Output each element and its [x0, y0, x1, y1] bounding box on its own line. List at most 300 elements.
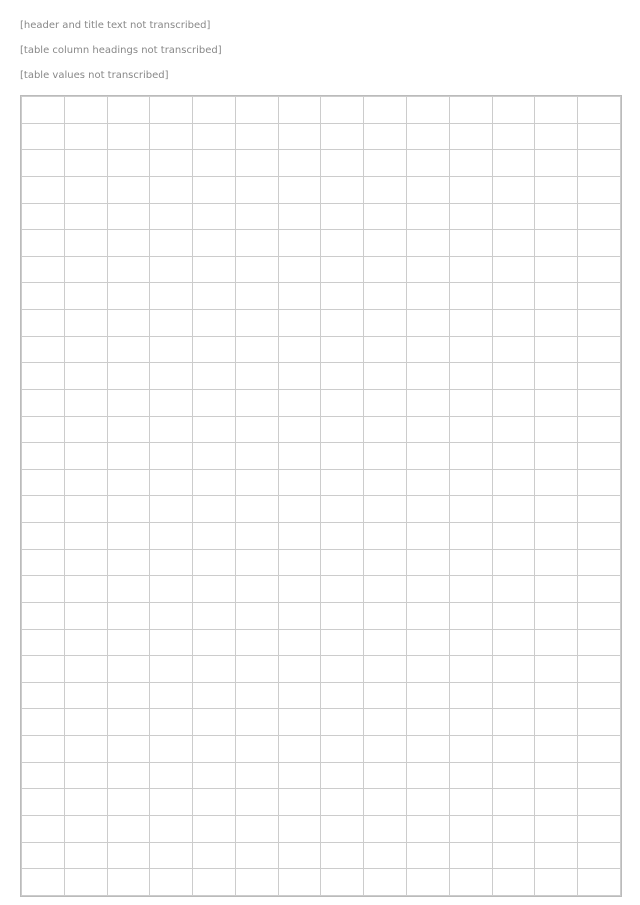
table-cell	[278, 283, 321, 310]
table-cell	[535, 97, 578, 124]
table-cell	[64, 629, 107, 656]
table-cell	[107, 363, 150, 390]
table-cell	[107, 762, 150, 789]
table-cell	[22, 283, 65, 310]
table-cell	[492, 230, 535, 257]
table-cell	[449, 682, 492, 709]
table-cell	[22, 469, 65, 496]
table-cell	[107, 523, 150, 550]
table-cell	[235, 363, 278, 390]
table-cell	[492, 789, 535, 816]
table-cell	[278, 709, 321, 736]
table-cell	[364, 869, 407, 896]
table-cell	[407, 176, 450, 203]
table-cell	[321, 176, 364, 203]
table-cell	[407, 256, 450, 283]
table-cell	[107, 602, 150, 629]
table-cell	[364, 97, 407, 124]
table-cell	[449, 523, 492, 550]
table-cell	[107, 256, 150, 283]
table-cell	[492, 310, 535, 337]
table-cell	[22, 150, 65, 177]
table-cell	[407, 203, 450, 230]
table-cell	[278, 256, 321, 283]
table-cell	[364, 762, 407, 789]
table-cell	[578, 656, 621, 683]
table-cell	[150, 869, 193, 896]
table-cell	[321, 602, 364, 629]
table-cell	[535, 150, 578, 177]
table-cell	[578, 789, 621, 816]
table-cell	[278, 762, 321, 789]
table-cell	[150, 629, 193, 656]
table-cell	[64, 469, 107, 496]
table-cell	[193, 416, 236, 443]
table-cell	[535, 523, 578, 550]
table-cell	[449, 123, 492, 150]
table-cell	[578, 283, 621, 310]
table-cell	[64, 363, 107, 390]
table-cell	[107, 789, 150, 816]
table-cell	[235, 389, 278, 416]
table-cell	[150, 469, 193, 496]
table-cell	[278, 469, 321, 496]
table-cell	[492, 363, 535, 390]
table-cell	[64, 496, 107, 523]
table-cell	[321, 336, 364, 363]
table-cell	[407, 762, 450, 789]
table-cell	[364, 576, 407, 603]
header-stand-in: [header and title text not transcribed]	[20, 20, 211, 31]
table-cell	[578, 389, 621, 416]
table-cell	[64, 150, 107, 177]
table-cell	[193, 469, 236, 496]
table-cell	[235, 230, 278, 257]
table-cell	[150, 789, 193, 816]
table-cell	[64, 549, 107, 576]
table-cell	[22, 496, 65, 523]
table-cell	[492, 656, 535, 683]
table-cell	[321, 815, 364, 842]
table-cell	[492, 709, 535, 736]
table-cell	[235, 656, 278, 683]
table-cell	[193, 389, 236, 416]
table-cell	[321, 682, 364, 709]
table-cell	[193, 123, 236, 150]
table-cell	[449, 97, 492, 124]
table-cell	[407, 549, 450, 576]
table-cell	[578, 523, 621, 550]
table-cell	[535, 629, 578, 656]
table-cell	[321, 123, 364, 150]
table-cell	[22, 363, 65, 390]
table-cell	[449, 203, 492, 230]
table-cell	[235, 789, 278, 816]
table-cell	[235, 815, 278, 842]
table-cell	[449, 815, 492, 842]
table-cell	[321, 709, 364, 736]
table-cell	[150, 736, 193, 763]
table-cell	[64, 869, 107, 896]
table-cell	[492, 842, 535, 869]
table-cell	[22, 736, 65, 763]
table-cell	[492, 523, 535, 550]
table-cell	[492, 682, 535, 709]
table-cell	[407, 389, 450, 416]
table-cell	[278, 496, 321, 523]
table-cell	[150, 842, 193, 869]
table-cell	[107, 176, 150, 203]
table-cell	[278, 549, 321, 576]
table-cell	[407, 469, 450, 496]
table-row	[22, 469, 621, 496]
table-cell	[578, 97, 621, 124]
table-cell	[107, 443, 150, 470]
table-row	[22, 150, 621, 177]
table-cell	[321, 443, 364, 470]
table-cell	[492, 283, 535, 310]
table-cell	[107, 869, 150, 896]
table-cell	[235, 336, 278, 363]
table-cell	[278, 576, 321, 603]
table-cell	[535, 176, 578, 203]
table-cell	[407, 336, 450, 363]
table-cell	[578, 762, 621, 789]
table-cell	[278, 842, 321, 869]
table-row	[22, 230, 621, 257]
table-cell	[407, 602, 450, 629]
table-cell	[193, 363, 236, 390]
table-cell	[364, 496, 407, 523]
table-cell	[150, 762, 193, 789]
table-cell	[107, 150, 150, 177]
table-cell	[235, 469, 278, 496]
table-cell	[578, 203, 621, 230]
table-cell	[193, 842, 236, 869]
table-row	[22, 443, 621, 470]
table-cell	[64, 203, 107, 230]
table-cell	[321, 283, 364, 310]
table-cell	[364, 523, 407, 550]
table-cell	[235, 736, 278, 763]
table-cell	[22, 656, 65, 683]
table-cell	[150, 203, 193, 230]
table-cell	[150, 602, 193, 629]
table-cell	[364, 230, 407, 257]
table-cell	[364, 629, 407, 656]
table-cell	[492, 176, 535, 203]
table-cell	[364, 389, 407, 416]
table-cell	[235, 869, 278, 896]
table-row	[22, 363, 621, 390]
table-cell	[278, 682, 321, 709]
table-cell	[535, 602, 578, 629]
table-cell	[193, 523, 236, 550]
table-row	[22, 869, 621, 896]
table-cell	[193, 736, 236, 763]
table-cell	[535, 203, 578, 230]
table-cell	[364, 682, 407, 709]
table-cell	[578, 123, 621, 150]
table-cell	[407, 230, 450, 257]
table-cell	[578, 310, 621, 337]
table-cell	[364, 709, 407, 736]
table-cell	[235, 97, 278, 124]
table-cell	[22, 762, 65, 789]
table-cell	[449, 656, 492, 683]
table-cell	[278, 150, 321, 177]
table-cell	[492, 389, 535, 416]
table-cell	[193, 576, 236, 603]
table-cell	[321, 496, 364, 523]
table-cell	[364, 842, 407, 869]
table-cell	[193, 682, 236, 709]
table-cell	[578, 815, 621, 842]
table-cell	[235, 283, 278, 310]
table-cell	[64, 176, 107, 203]
columns-stand-in: [table column headings not transcribed]	[20, 45, 222, 56]
table-cell	[64, 736, 107, 763]
table-cell	[321, 256, 364, 283]
table-cell	[235, 203, 278, 230]
table-cell	[578, 256, 621, 283]
table-cell	[64, 123, 107, 150]
table-cell	[278, 176, 321, 203]
table-cell	[64, 815, 107, 842]
table-cell	[492, 762, 535, 789]
table-cell	[107, 283, 150, 310]
table-cell	[535, 576, 578, 603]
table-cell	[321, 736, 364, 763]
table-cell	[235, 256, 278, 283]
table-cell	[193, 815, 236, 842]
values-stand-in: [table values not transcribed]	[20, 70, 169, 81]
table-cell	[235, 629, 278, 656]
table-row	[22, 629, 621, 656]
table-cell	[278, 443, 321, 470]
table-cell	[22, 176, 65, 203]
table-cell	[578, 230, 621, 257]
table-cell	[64, 602, 107, 629]
table-cell	[150, 150, 193, 177]
table-cell	[364, 815, 407, 842]
table-cell	[321, 150, 364, 177]
table-cell	[449, 230, 492, 257]
table-cell	[64, 656, 107, 683]
table-cell	[492, 602, 535, 629]
table-cell	[64, 576, 107, 603]
table-row	[22, 602, 621, 629]
table-cell	[321, 310, 364, 337]
table-cell	[578, 469, 621, 496]
table-cell	[107, 416, 150, 443]
table-cell	[407, 736, 450, 763]
table-row	[22, 416, 621, 443]
table-cell	[22, 549, 65, 576]
table-cell	[364, 469, 407, 496]
table-cell	[235, 416, 278, 443]
table-cell	[407, 789, 450, 816]
table-cell	[107, 310, 150, 337]
table-cell	[578, 416, 621, 443]
table-cell	[150, 576, 193, 603]
table-cell	[449, 602, 492, 629]
table-cell	[235, 602, 278, 629]
table-cell	[235, 762, 278, 789]
table-row	[22, 576, 621, 603]
table-cell	[578, 602, 621, 629]
table-row	[22, 789, 621, 816]
table-cell	[364, 363, 407, 390]
table-cell	[278, 869, 321, 896]
table-cell	[235, 496, 278, 523]
table-cell	[535, 815, 578, 842]
table-cell	[492, 815, 535, 842]
table-cell	[535, 230, 578, 257]
table-cell	[193, 336, 236, 363]
table-cell	[578, 496, 621, 523]
table-cell	[64, 389, 107, 416]
table-cell	[278, 310, 321, 337]
table-cell	[535, 416, 578, 443]
table-cell	[449, 869, 492, 896]
table-cell	[364, 656, 407, 683]
table-cell	[22, 336, 65, 363]
table-cell	[535, 256, 578, 283]
table-cell	[407, 656, 450, 683]
table-cell	[22, 443, 65, 470]
table-cell	[321, 230, 364, 257]
table-cell	[107, 629, 150, 656]
table-cell	[193, 176, 236, 203]
table-cell	[407, 416, 450, 443]
table-cell	[278, 629, 321, 656]
table-cell	[492, 549, 535, 576]
table-row	[22, 762, 621, 789]
table-cell	[150, 230, 193, 257]
table-cell	[193, 496, 236, 523]
table-cell	[364, 123, 407, 150]
table-row	[22, 549, 621, 576]
table-cell	[407, 682, 450, 709]
table-cell	[449, 283, 492, 310]
table-cell	[492, 256, 535, 283]
table-cell	[407, 629, 450, 656]
table-cell	[235, 443, 278, 470]
table-cell	[150, 176, 193, 203]
table-cell	[22, 842, 65, 869]
table-cell	[64, 709, 107, 736]
table-cell	[193, 869, 236, 896]
table-cell	[535, 283, 578, 310]
table-cell	[278, 656, 321, 683]
table-cell	[235, 842, 278, 869]
table-cell	[492, 443, 535, 470]
table-cell	[278, 336, 321, 363]
table-cell	[193, 443, 236, 470]
table-cell	[278, 363, 321, 390]
table-cell	[321, 416, 364, 443]
table-cell	[535, 443, 578, 470]
table-cell	[535, 389, 578, 416]
table-cell	[578, 709, 621, 736]
table-row	[22, 736, 621, 763]
table-cell	[321, 97, 364, 124]
table-cell	[107, 203, 150, 230]
table-cell	[64, 443, 107, 470]
table-cell	[492, 576, 535, 603]
table-cell	[22, 97, 65, 124]
table-cell	[64, 230, 107, 257]
table-cell	[193, 656, 236, 683]
table-cell	[535, 310, 578, 337]
table-cell	[193, 150, 236, 177]
table-cell	[578, 363, 621, 390]
table-cell	[22, 602, 65, 629]
table-cell	[492, 336, 535, 363]
table-cell	[578, 576, 621, 603]
table-cell	[235, 150, 278, 177]
table-cell	[22, 709, 65, 736]
table-cell	[321, 523, 364, 550]
table-cell	[107, 709, 150, 736]
table-cell	[150, 123, 193, 150]
table-row	[22, 203, 621, 230]
table-row	[22, 682, 621, 709]
table-cell	[492, 150, 535, 177]
table-cell	[492, 469, 535, 496]
table-cell	[22, 789, 65, 816]
table-cell	[193, 256, 236, 283]
table-cell	[193, 283, 236, 310]
table-cell	[22, 416, 65, 443]
table-cell	[235, 549, 278, 576]
table-cell	[22, 523, 65, 550]
table-cell	[449, 789, 492, 816]
table-cell	[578, 869, 621, 896]
table-cell	[449, 443, 492, 470]
table-cell	[150, 283, 193, 310]
table-row	[22, 815, 621, 842]
table-cell	[321, 576, 364, 603]
table-cell	[449, 496, 492, 523]
table-cell	[449, 549, 492, 576]
table-cell	[22, 629, 65, 656]
table-cell	[278, 203, 321, 230]
table-cell	[235, 123, 278, 150]
table-cell	[407, 97, 450, 124]
table-row	[22, 256, 621, 283]
table-cell	[150, 443, 193, 470]
table-cell	[193, 310, 236, 337]
table-cell	[150, 97, 193, 124]
table-cell	[321, 629, 364, 656]
tariff-table	[21, 96, 621, 896]
table-cell	[107, 842, 150, 869]
table-cell	[193, 629, 236, 656]
table-cell	[407, 815, 450, 842]
tariff-table-outline	[20, 95, 622, 897]
table-cell	[22, 230, 65, 257]
table-cell	[193, 789, 236, 816]
table-cell	[321, 389, 364, 416]
table-cell	[150, 363, 193, 390]
table-cell	[64, 336, 107, 363]
table-cell	[407, 523, 450, 550]
table-cell	[535, 363, 578, 390]
table-cell	[364, 283, 407, 310]
table-cell	[578, 682, 621, 709]
